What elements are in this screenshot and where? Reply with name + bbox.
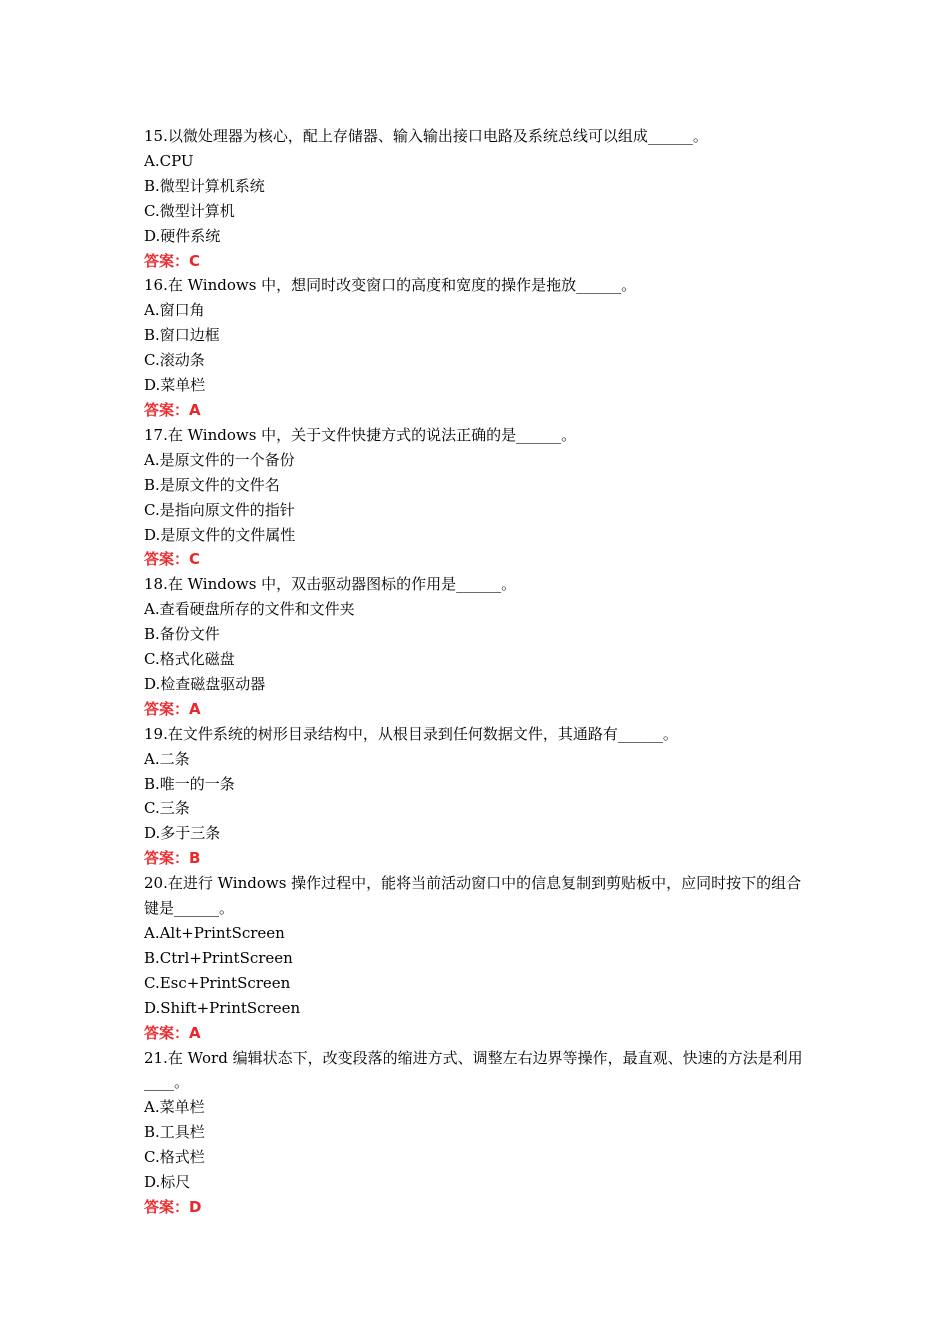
question-text: 16.在 Windows 中，想同时改变窗口的高度和宽度的操作是拖放______。 [144,276,637,295]
answer-label: 答案：A [144,699,201,718]
answer-label: 答案：C [144,550,201,569]
option-b: B.微型计算机系统 [144,176,265,195]
question-text: 18.在 Windows 中，双击驱动器图标的作用是______。 [144,575,517,594]
option-a: A.窗口角 [144,301,205,320]
question-list [144,124,810,1220]
option-a: A.菜单栏 [144,1098,205,1117]
question-text: 20.在进行 Windows 操作过程中，能将当前活动窗口中的信息复制到剪贴板中，应同时按下的组合键是______。 [144,874,802,918]
option-a: A.是原文件的一个备份 [144,450,295,469]
question-block-18 [144,572,810,721]
option-c: C.微型计算机 [144,201,235,220]
option-d: D.Shift+PrintScreen [144,998,301,1017]
option-c: C.三条 [144,799,190,818]
option-b: B.唯一的一条 [144,774,235,793]
option-c: C.滚动条 [144,351,205,370]
option-b: B.Ctrl+PrintScreen [144,948,293,967]
option-b: B.工具栏 [144,1123,205,1142]
option-b: B.备份文件 [144,625,220,644]
question-text: 19.在文件系统的树形目录结构中，从根目录到任何数据文件，其通路有______。 [144,724,678,743]
option-d: D.菜单栏 [144,376,206,395]
option-d: D.检查磁盘驱动器 [144,674,266,693]
answer-label: 答案：B [144,849,201,868]
option-d: D.多于三条 [144,824,221,843]
option-b: B.是原文件的文件名 [144,475,280,494]
option-c: C.是指向原文件的指针 [144,500,295,519]
option-c: C.格式栏 [144,1148,205,1167]
answer-label: 答案：D [144,1197,202,1216]
answer-label: 答案：A [144,1023,201,1042]
question-block-15 [144,124,810,273]
option-d: D.标尺 [144,1173,191,1192]
option-b: B.窗口边框 [144,326,220,345]
question-block-16 [144,273,810,422]
option-c: C.格式化磁盘 [144,650,235,669]
question-text: 15.以微处理器为核心，配上存储器、输入输出接口电路及系统总线可以组成______。 [144,127,708,145]
option-a: A.CPU [144,151,194,170]
question-text: 21.在 Word 编辑状态下，改变段落的缩进方式、调整左右边界等操作，最直观、快速的方法是利用____。 [144,1048,803,1092]
option-a: A.二条 [144,749,190,768]
option-a: A.Alt+PrintScreen [144,924,285,942]
question-block-19 [144,722,810,871]
option-d: D.是原文件的文件属性 [144,525,296,544]
option-c: C.Esc+PrintScreen [144,973,291,992]
question-block-21 [144,1046,810,1220]
question-block-17 [144,423,810,572]
option-a: A.查看硬盘所存的文件和文件夹 [144,600,355,619]
question-block-20 [144,871,810,1045]
question-text: 17.在 Windows 中，关于文件快捷方式的说法正确的是______。 [144,425,577,444]
answer-label: 答案：C [144,251,201,270]
answer-label: 答案：A [144,400,201,419]
option-d: D.硬件系统 [144,226,221,245]
